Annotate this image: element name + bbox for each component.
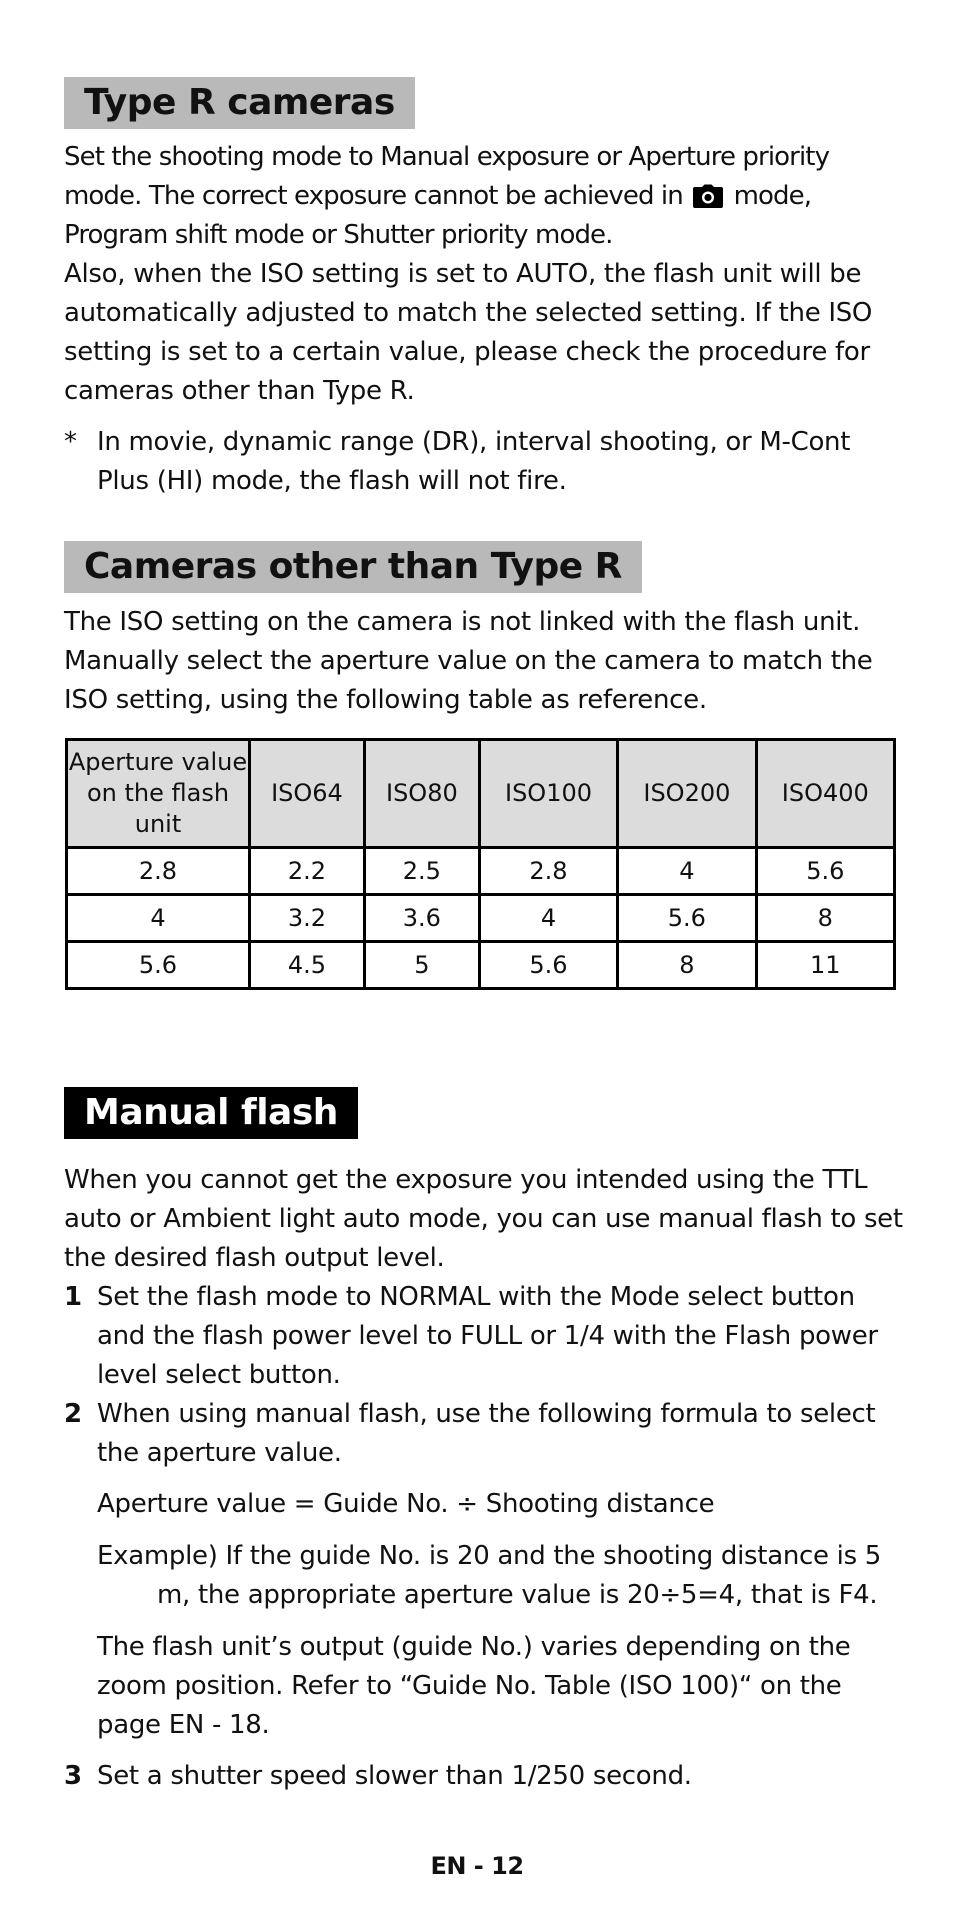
table-header-row	[67, 740, 895, 848]
step-text: When using manual flash, use the following formula to select the aperture value.	[97, 1399, 876, 1468]
table-cell: 8	[756, 895, 894, 942]
table-cell: 5.6	[618, 895, 756, 942]
table-header: ISO400	[756, 740, 894, 848]
asterisk-mark: *	[64, 427, 77, 457]
step-number: 3	[64, 1761, 82, 1791]
step-text: Set a shutter speed slower than 1/250 second.	[97, 1761, 692, 1791]
table-header: ISO200	[618, 740, 756, 848]
section-heading-type-r: Type R cameras	[64, 77, 415, 129]
aperture-formula: Aperture value = Guide No. ÷ Shooting distance	[97, 1489, 715, 1519]
guide-number-note: The flash unit’s output (guide No.) varies depending on the zoom position. Refer to “Guide No. Table (ISO 100)“ on the page EN - 18.	[97, 1632, 851, 1740]
table-cell: 5	[364, 942, 479, 989]
table-cell: 4	[479, 895, 617, 942]
table-header: ISO100	[479, 740, 617, 848]
step-number: 1	[64, 1282, 82, 1312]
step-text: Set the flash mode to NORMAL with the Mode select button and the flash power level to FULL or 1/4 with the Flash power level select button.	[97, 1282, 878, 1390]
table-cell: 2.8	[479, 848, 617, 895]
table-row	[67, 942, 895, 989]
example-line-2: m, the appropriate aperture value is 20÷5=4, that is F4.	[157, 1580, 878, 1610]
aperture-example	[97, 1537, 907, 1615]
table-cell: 4	[618, 848, 756, 895]
type-r-paragraph-1	[64, 138, 904, 255]
table-cell: 3.6	[364, 895, 479, 942]
table-cell: 5.6	[756, 848, 894, 895]
table-cell: 4.5	[250, 942, 365, 989]
type-r-text-a: Set the shooting mode to Manual exposure or Aperture priority mode. The correct exposure cannot be achieved in	[64, 142, 830, 211]
table-cell: 4	[67, 895, 250, 942]
table-cell: 11	[756, 942, 894, 989]
table-cell: 8	[618, 942, 756, 989]
table-header: Aperture value on the flash unit	[67, 740, 250, 848]
table-header: ISO64	[250, 740, 365, 848]
camera-icon	[693, 184, 723, 208]
step-1	[64, 1278, 904, 1395]
type-r-note	[64, 423, 904, 501]
step-2	[64, 1395, 904, 1473]
table-row	[67, 848, 895, 895]
page-number: EN - 12	[430, 1852, 524, 1880]
type-r-note-text: In movie, dynamic range (DR), interval shooting, or M-Cont Plus (HI) mode, the flash will not fire.	[97, 427, 851, 496]
iso-aperture-table	[65, 738, 896, 990]
section-heading-manual-flash: Manual flash	[64, 1087, 358, 1139]
table-cell: 2.5	[364, 848, 479, 895]
table-row	[67, 895, 895, 942]
table-cell: 2.8	[67, 848, 250, 895]
step-3	[64, 1757, 904, 1796]
other-cameras-paragraph: The ISO setting on the camera is not linked with the flash unit. Manually select the aperture value on the camera to match the ISO setting, using the following table as reference.	[64, 607, 873, 715]
type-r-text-b: mode, Program shift mode or Shutter priority mode.	[64, 181, 812, 250]
step-number: 2	[64, 1399, 82, 1429]
table-cell: 5.6	[67, 942, 250, 989]
table-cell: 2.2	[250, 848, 365, 895]
manual-flash-intro: When you cannot get the exposure you intended using the TTL auto or Ambient light auto mode, you can use manual flash to set the desired flash output level.	[64, 1165, 903, 1273]
table-header: ISO80	[364, 740, 479, 848]
table-cell: 3.2	[250, 895, 365, 942]
section-heading-other-cameras: Cameras other than Type R	[64, 541, 642, 593]
table-cell: 5.6	[479, 942, 617, 989]
type-r-paragraph-2: Also, when the ISO setting is set to AUTO, the flash unit will be automatically adjusted to match the selected setting. If the ISO setting is set to a certain value, please check the procedure for cameras other than Type R.	[64, 259, 873, 406]
example-line-1: Example) If the guide No. is 20 and the shooting distance is 5	[97, 1541, 882, 1571]
